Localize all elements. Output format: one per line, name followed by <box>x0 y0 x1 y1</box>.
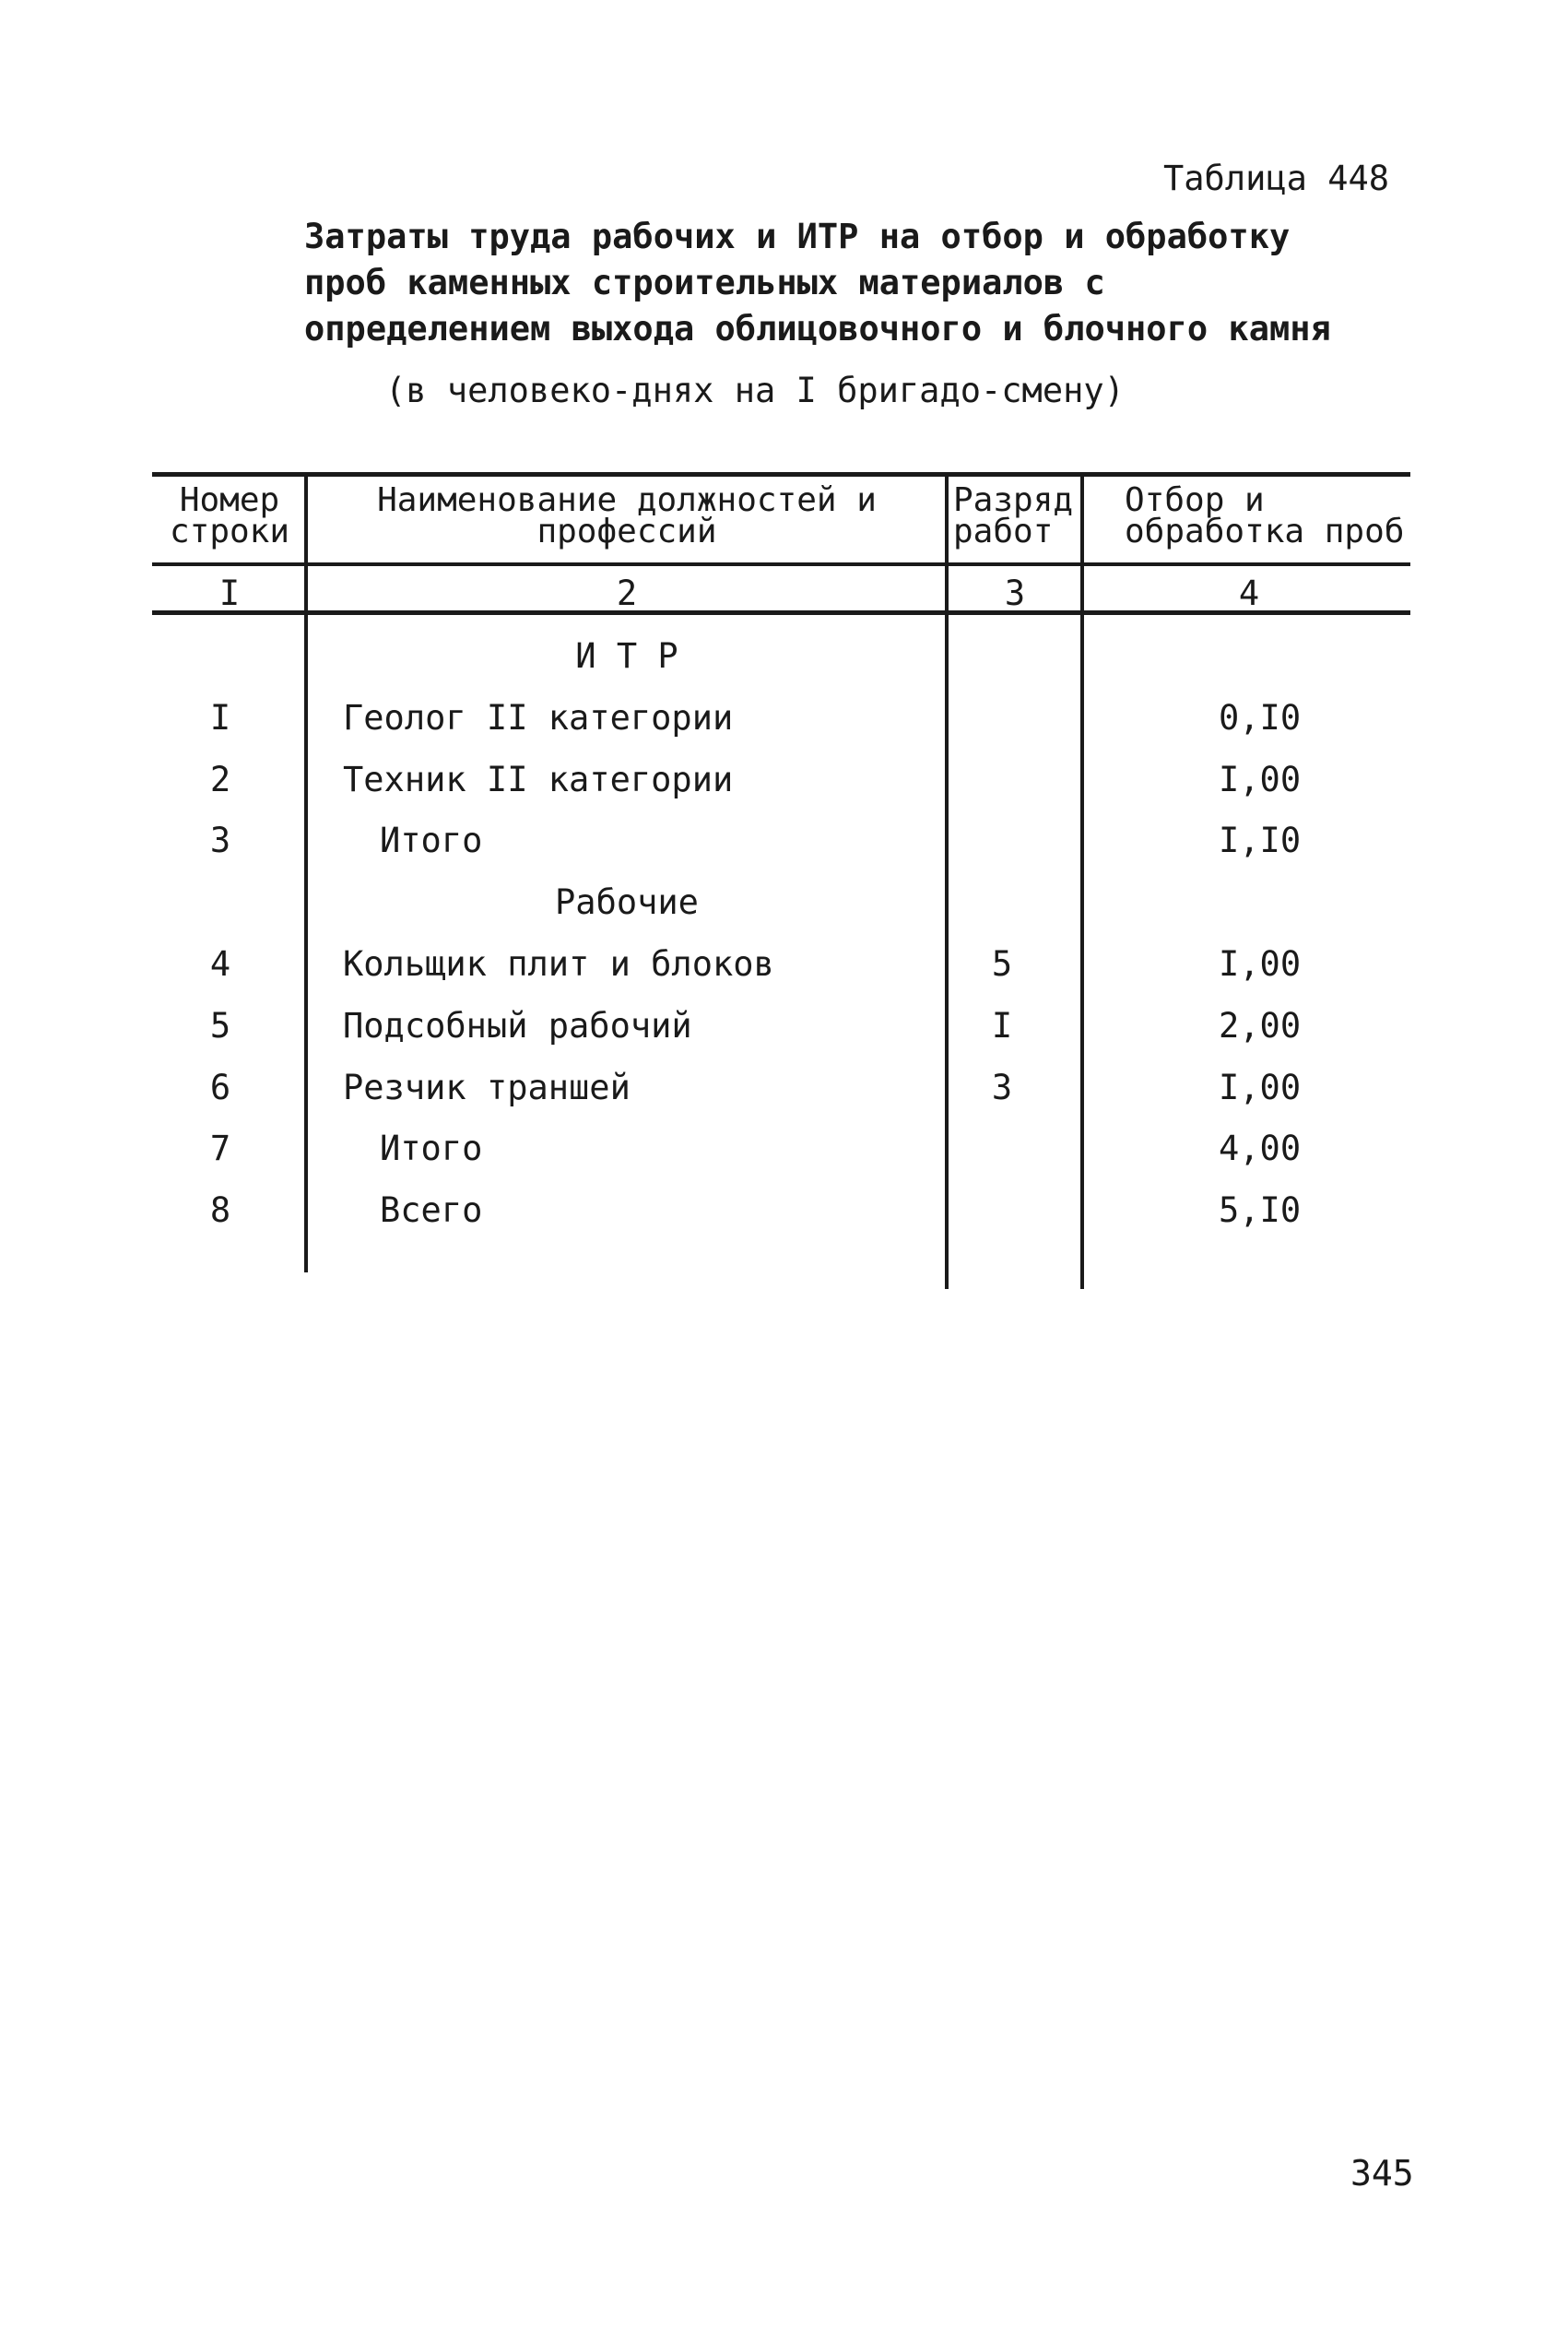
row-value: 5,I0 <box>1219 1190 1302 1230</box>
header-grade <box>953 481 1080 550</box>
table-subtitle: (в человеко-днях на I бригадо-смену) <box>385 371 1125 410</box>
row-value: 2,00 <box>1219 1006 1302 1046</box>
row-value: I,00 <box>1219 1068 1302 1107</box>
row-value: I,00 <box>1219 760 1302 799</box>
column-number-2: 2 <box>616 574 638 613</box>
section-workers: Рабочие <box>555 882 699 922</box>
column-number-3: 3 <box>1004 574 1026 613</box>
header-row-number-line1: Номер <box>179 481 280 519</box>
header-sampling-line1: Отбор и <box>1125 481 1265 519</box>
row-name: Техник II категории <box>343 760 734 799</box>
header-position-name-line1: Наименование должностей и <box>377 481 877 519</box>
row-value: I,00 <box>1219 944 1302 984</box>
row-number: 6 <box>209 1068 231 1107</box>
section-itr: И Т Р <box>575 636 678 676</box>
page-number: 345 <box>1350 2153 1414 2194</box>
column-divider-1 <box>304 474 308 1272</box>
row-value: 4,00 <box>1219 1129 1302 1168</box>
row-grade: 3 <box>991 1068 1013 1107</box>
table-top-border <box>152 472 1410 477</box>
row-number: 2 <box>209 760 231 799</box>
table-number: Таблица 448 <box>1163 159 1390 198</box>
column-number-1: I <box>218 574 241 613</box>
row-name: Всего <box>380 1190 483 1230</box>
row-value: I,I0 <box>1219 821 1302 860</box>
column-number-4: 4 <box>1238 574 1260 613</box>
row-name: Резчик траншей <box>343 1068 631 1107</box>
row-value: 0,I0 <box>1219 698 1302 738</box>
row-number: I <box>209 698 231 738</box>
header-position-name <box>313 481 940 550</box>
header-sampling <box>1125 481 1410 550</box>
header-row-number <box>157 481 302 550</box>
row-name: Итого <box>380 821 483 860</box>
column-divider-3 <box>1080 474 1084 1289</box>
header-grade-line2: работ <box>953 513 1054 550</box>
row-number: 7 <box>209 1129 231 1168</box>
header-position-name-line2: профессий <box>536 513 717 550</box>
column-divider-2 <box>945 474 949 1289</box>
row-number: 3 <box>209 821 231 860</box>
row-name: Геолог II категории <box>343 698 734 738</box>
row-grade: I <box>991 1006 1013 1046</box>
header-bottom-border <box>152 562 1410 566</box>
header-row-number-line2: строки <box>169 513 290 550</box>
header-grade-line1: Разряд <box>953 481 1074 519</box>
row-name: Итого <box>380 1129 483 1168</box>
row-number: 5 <box>209 1006 231 1046</box>
row-name: Кольщик плит и блоков <box>343 944 774 984</box>
row-number: 8 <box>209 1190 231 1230</box>
row-number: 4 <box>209 944 231 984</box>
table-title: Затраты труда рабочих и ИТР на отбор и обработку проб каменных строительных материалов с определением выхода облицовочного и блочного камня <box>304 217 1331 349</box>
header-sampling-line2: обработка проб <box>1125 513 1405 550</box>
row-name: Подсобный рабочий <box>343 1006 692 1046</box>
row-grade: 5 <box>991 944 1013 984</box>
